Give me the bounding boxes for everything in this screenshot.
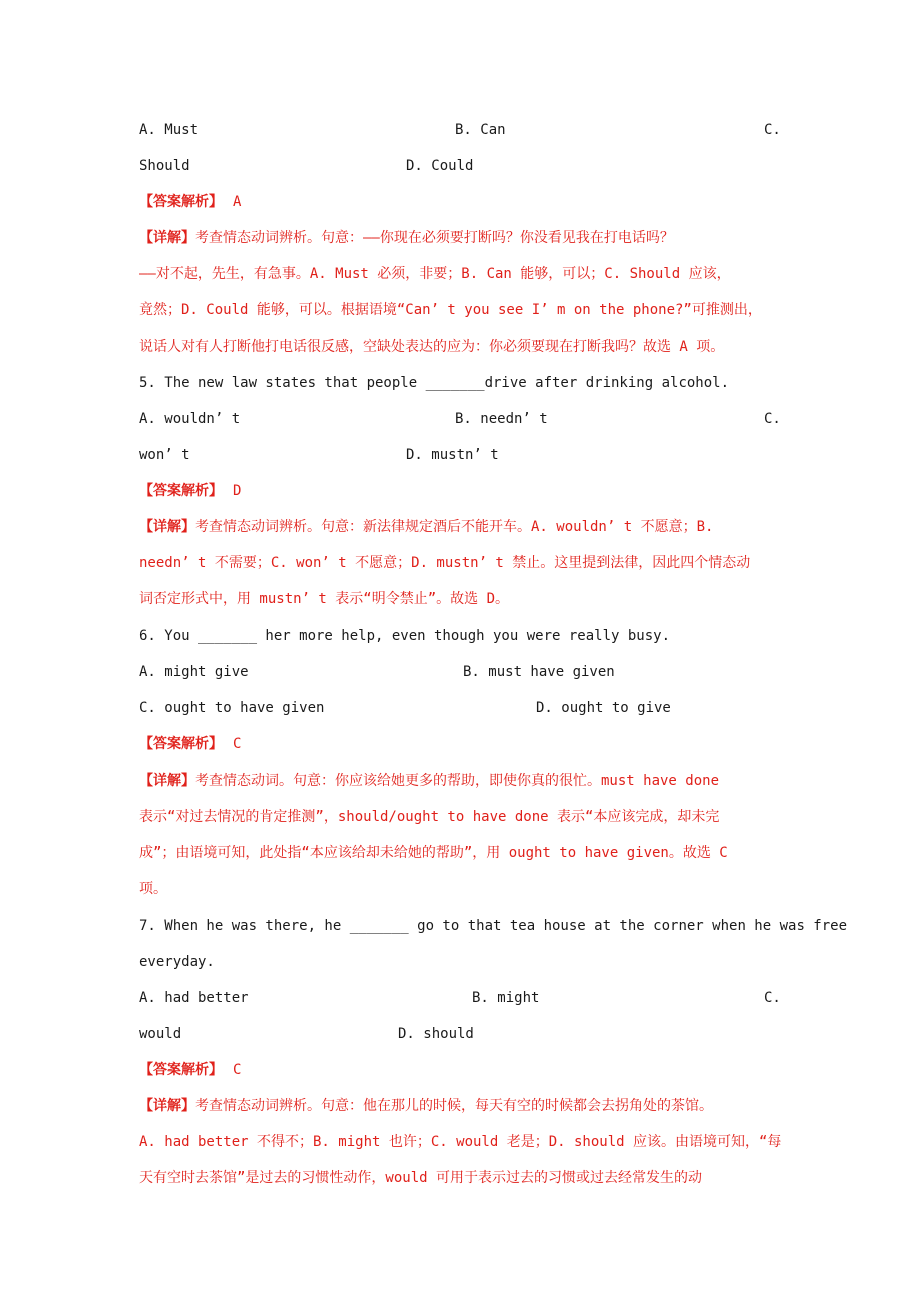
q7-option-b: B. might — [472, 990, 540, 1006]
answer-value: A — [233, 194, 242, 210]
q4-option-c-text: Should — [139, 158, 190, 174]
answer-label: 【答案解析】 — [139, 194, 223, 210]
q4-explanation-line — [139, 228, 674, 248]
q7-explanation-line: A. had better 不得不；B. might 也许；C. would 老是；D. should 应该。由语境可知，“每 — [139, 1134, 782, 1150]
q5-option-b: B. needn’ t — [455, 411, 548, 427]
q7-option-c: C. — [764, 990, 781, 1006]
q5-option-c: C. — [764, 411, 781, 427]
explanation-text: 考查情态动词辨析。句意：——你现在必须要打断吗？你没看见我在打电话吗？ — [195, 230, 674, 246]
q5-option-a: A. wouldn’ t — [139, 411, 241, 427]
q6-explanation-line: 表示“对过去情况的肯定推测”，should/ought to have done 表示“本应该完成，却未完 — [139, 809, 720, 825]
q6-explanation-line: 成”；由语境可知，此处指“本应该给却未给她的帮助”，用 ought to have given。故选 C — [139, 845, 728, 861]
answer-value: D — [233, 483, 242, 499]
q5-option-d: D. mustn’ t — [406, 447, 499, 463]
q5-option-c-text: won’ t — [139, 447, 190, 463]
explanation-text: 考查情态动词辨析。句意：新法律规定酒后不能开车。A. wouldn’ t 不愿意；B. — [195, 519, 714, 535]
q5-explanation-line — [139, 517, 713, 537]
q6-option-a: A. might give — [139, 664, 249, 680]
q6-option-b: B. must have given — [463, 664, 615, 680]
q7-option-c-text: would — [139, 1026, 182, 1042]
explanation-label: 【详解】 — [139, 1098, 195, 1114]
explanation-text: 考查情态动词辨析。句意：他在那儿的时候，每天有空的时候都会去拐角处的茶馆。 — [195, 1098, 713, 1114]
explanation-label: 【详解】 — [139, 773, 195, 789]
q5-explanation-line: 词否定形式中，用 mustn’ t 表示“明令禁止”。故选 D。 — [139, 591, 510, 607]
q6-stem: 6. You _______ her more help, even though you were really busy. — [139, 628, 671, 644]
explanation-text: 考查情态动词。句意：你应该给她更多的帮助，即使你真的很忙。must have done — [195, 773, 720, 789]
q4-option-c: C. — [764, 122, 781, 138]
answer-label: 【答案解析】 — [139, 736, 223, 752]
q4-answer — [139, 192, 241, 212]
q6-option-c: C. ought to have given — [139, 700, 325, 716]
q7-stem-cont: everyday. — [139, 954, 215, 970]
q6-explanation-line — [139, 771, 719, 791]
q4-option-a: A. Must — [139, 122, 199, 138]
answer-label: 【答案解析】 — [139, 483, 223, 499]
q7-answer — [139, 1060, 241, 1080]
q7-explanation-line — [139, 1096, 713, 1116]
q4-explanation-line: 说话人对有人打断他打电话很反感，空缺处表达的应为：你必须要现在打断我吗？故选 A 项。 — [139, 339, 725, 355]
q5-stem: 5. The new law states that people _______drive after drinking alcohol. — [139, 375, 730, 391]
q6-option-d: D. ought to give — [536, 700, 671, 716]
q6-explanation-line: 项。 — [139, 881, 167, 897]
answer-value: C — [233, 1062, 242, 1078]
answer-value: C — [233, 736, 242, 752]
q5-explanation-line: needn’ t 不需要；C. won’ t 不愿意；D. mustn’ t 禁止。这里提到法律，因此四个情态动 — [139, 555, 751, 571]
q6-answer — [139, 734, 241, 754]
q4-option-b: B. Can — [455, 122, 506, 138]
q4-explanation-line: ——对不起，先生，有急事。A. Must 必须，非要；B. Can 能够，可以；C. Should 应该， — [139, 266, 731, 282]
q5-answer — [139, 481, 241, 501]
q4-explanation-line: 竟然；D. Could 能够，可以。根据语境“Can’ t you see I’ m on the phone?”可推测出， — [139, 302, 762, 318]
answer-label: 【答案解析】 — [139, 1062, 223, 1078]
q7-option-a: A. had better — [139, 990, 249, 1006]
explanation-label: 【详解】 — [139, 519, 195, 535]
q7-stem: 7. When he was there, he _______ go to that tea house at the corner when he was free — [139, 918, 848, 934]
q7-option-d: D. should — [398, 1026, 474, 1042]
q7-explanation-line: 天有空时去茶馆”是过去的习惯性动作，would 可用于表示过去的习惯或过去经常发生的动 — [139, 1170, 702, 1186]
q4-option-d: D. Could — [406, 158, 474, 174]
explanation-label: 【详解】 — [139, 230, 195, 246]
